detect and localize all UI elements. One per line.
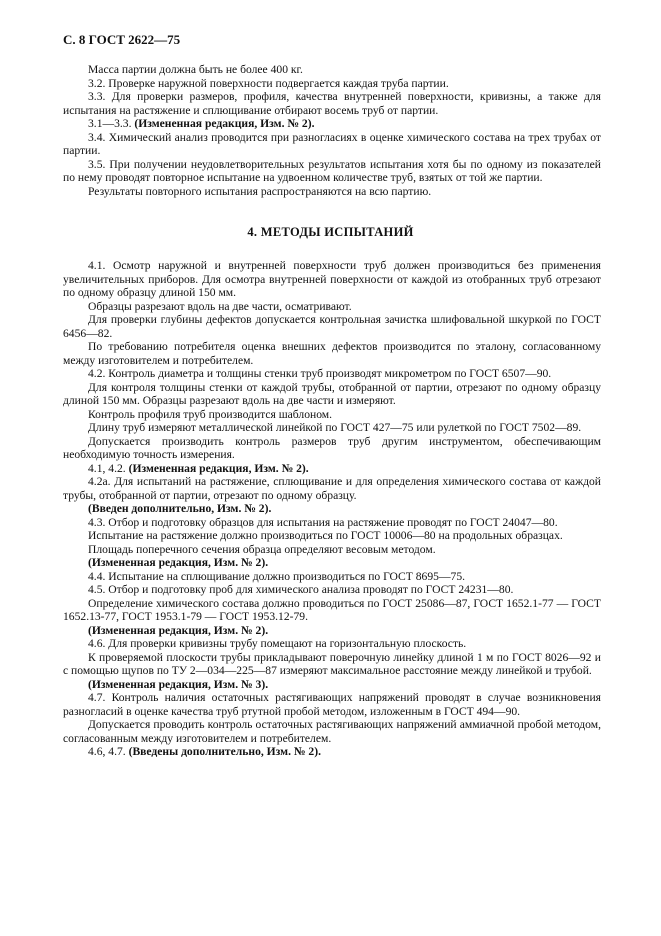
- paragraph-text: 3.1—3.3.: [88, 117, 135, 130]
- amendment-note: (Измененная редакция, Изм. № 2).: [134, 117, 315, 130]
- paragraph: [63, 529, 601, 543]
- paragraph: [63, 158, 601, 185]
- paragraph-text: 3.5. При получении неудовлетворительных результатов испытания хотя бы по одному из показателей по нему проводят повторное испытание на удвоенном количестве труб, взятых от той же партии.: [63, 157, 601, 184]
- amendment-note: (Введен дополнительно, Изм. № 2).: [88, 502, 272, 515]
- paragraph: [63, 718, 601, 745]
- paragraph: [63, 408, 601, 422]
- paragraph: [63, 637, 601, 651]
- section-3-text: [63, 63, 601, 198]
- paragraph-text: 4.6. Для проверки кривизны трубу помещают на горизонтальную плоскость.: [88, 637, 467, 650]
- paragraph-text: 4.4. Испытание на сплющивание должно производиться по ГОСТ 8695—75.: [88, 569, 466, 583]
- paragraph: [63, 90, 601, 117]
- paragraph-text: 3.2. Проверке наружной поверхности подвергается каждая труба партии.: [88, 76, 449, 90]
- section-4-title: 4. МЕТОДЫ ИСПЫТАНИЙ: [247, 225, 414, 239]
- paragraph-text: 4.2. Контроль диаметра и толщины стенки труб производят микрометром по ГОСТ 6507—90.: [88, 367, 552, 380]
- paragraph: [63, 678, 601, 692]
- amendment-note: (Измененная редакция, Изм. № 2).: [88, 556, 269, 569]
- paragraph-text: 4.5. Отбор и подготовку проб для химического анализа проводят по ГОСТ 24231—80.: [88, 583, 514, 596]
- paragraph: [63, 381, 601, 408]
- paragraph-text: К проверяемой плоскости трубы прикладывают поверочную линейку длиной 1 м по ГОСТ 8026—92 и с помощью щупов по ТУ 2—034—225—87 измеряют максимальное расстояние между линейкой и трубой.: [63, 650, 601, 677]
- paragraph: [63, 651, 601, 678]
- paragraph: [63, 340, 601, 367]
- paragraph-text: 3.3. Для проверки размеров, профиля, качества внутренней поверхности, кривизны, а также для испытания на растяжение и сплющивание отбирают восемь труб от партии.: [63, 90, 601, 117]
- paragraph: [63, 543, 601, 557]
- paragraph: [63, 367, 601, 381]
- paragraph-text: Контроль профиля труб производится шаблоном.: [88, 407, 333, 421]
- paragraph-text: 4.6, 4.7.: [88, 745, 129, 758]
- amendment-note: (Измененная редакция, Изм. № 2).: [88, 623, 269, 637]
- paragraph: [63, 570, 601, 584]
- paragraph-text: Допускается проводить контроль остаточных растягивающих напряжений аммиачной пробой методом, согласованным между изготовителем и потребителем.: [63, 718, 601, 745]
- section-4-text: [63, 259, 601, 759]
- paragraph-text: 4.7. Контроль наличия остаточных растягивающих напряжений проводят в случае возникновения разногласий в оценке качества труб ртутной пробой методом, изложенным в ГОСТ 494—90.: [63, 691, 601, 718]
- paragraph: [63, 502, 601, 516]
- paragraph: [63, 435, 601, 462]
- amendment-note: (Измененная редакция, Изм. № 3).: [88, 677, 269, 691]
- paragraph: [63, 421, 601, 435]
- paragraph: [63, 597, 601, 624]
- paragraph: [63, 516, 601, 530]
- paragraph-text: Допускается производить контроль размеров труб другим инструментом, обеспечивающим необходимую точность измерения.: [63, 434, 601, 461]
- paragraph: [63, 300, 601, 314]
- paragraph: [63, 313, 601, 340]
- paragraph: [63, 259, 601, 300]
- paragraph-text: Испытание на растяжение должно производиться по ГОСТ 10006—80 на продольных образцах.: [88, 529, 563, 542]
- paragraph-text: 4.3. Отбор и подготовку образцов для испытания на растяжение проводят по ГОСТ 24047—80.: [88, 515, 558, 529]
- paragraph: [63, 583, 601, 597]
- amendment-note: (Введены дополнительно, Изм. № 2).: [128, 745, 321, 758]
- paragraph: [63, 462, 601, 476]
- paragraph: [63, 556, 601, 570]
- paragraph-text: 4.1, 4.2.: [88, 461, 129, 475]
- paragraph: [63, 131, 601, 158]
- paragraph: [63, 624, 601, 638]
- paragraph-text: 3.4. Химический анализ проводится при разногласиях в оценке химического состава на трех трубах от партии.: [63, 130, 601, 157]
- paragraph-text: Площадь поперечного сечения образца определяют весовым методом.: [88, 542, 436, 556]
- paragraph-text: Образцы разрезают вдоль на две части, осматривают.: [88, 299, 352, 313]
- paragraph-text: 4.2а. Для испытаний на растяжение, сплющивание и для определения химического состава от каждой трубы, отобранной от партии, отрезают по одному образцу.: [63, 475, 601, 502]
- paragraph: [63, 185, 601, 199]
- paragraph: [63, 691, 601, 718]
- page-header: С. 8 ГОСТ 2622—75: [63, 32, 181, 47]
- amendment-note: (Измененная редакция, Изм. № 2).: [128, 461, 309, 475]
- paragraph: [63, 63, 601, 77]
- paragraph-text: Для контроля толщины стенки от каждой трубы, отобранной от партии, отрезают по одному образцу длиной 150 мм. Образцы разрезают вдоль на две части и измеряют.: [63, 380, 601, 407]
- paragraph: [63, 77, 601, 91]
- paragraph: [63, 745, 601, 759]
- paragraph-text: Масса партии должна быть не более 400 кг.: [88, 63, 303, 76]
- paragraph-text: Определение химического состава должно проводиться по ГОСТ 25086—87, ГОСТ 1652.1-77 — ГОСТ 1652.13-77, ГОСТ 1953.1-79 — ГОСТ 1953.12-79.: [63, 596, 601, 623]
- paragraph: [63, 117, 601, 131]
- paragraph-text: Для проверки глубины дефектов допускается контрольная зачистка шлифовальной шкуркой по ГОСТ 6456—82.: [63, 313, 601, 340]
- paragraph-text: Результаты повторного испытания распространяются на всю партию.: [88, 184, 432, 198]
- paragraph: [63, 475, 601, 502]
- paragraph-text: 4.1. Осмотр наружной и внутренней поверхности труб должен производиться без применения увеличительных приборов. Для осмотра внутренней поверхности от каждой из отобранных труб отрезают по одному образцу длиной 150 мм.: [63, 259, 601, 299]
- paragraph-text: По требованию потребителя оценка внешних дефектов производится по эталону, согласованному между изготовителем и потребителем.: [63, 340, 601, 367]
- paragraph-text: Длину труб измеряют металлической линейкой по ГОСТ 427—75 или рулеткой по ГОСТ 7502—89.: [88, 421, 582, 434]
